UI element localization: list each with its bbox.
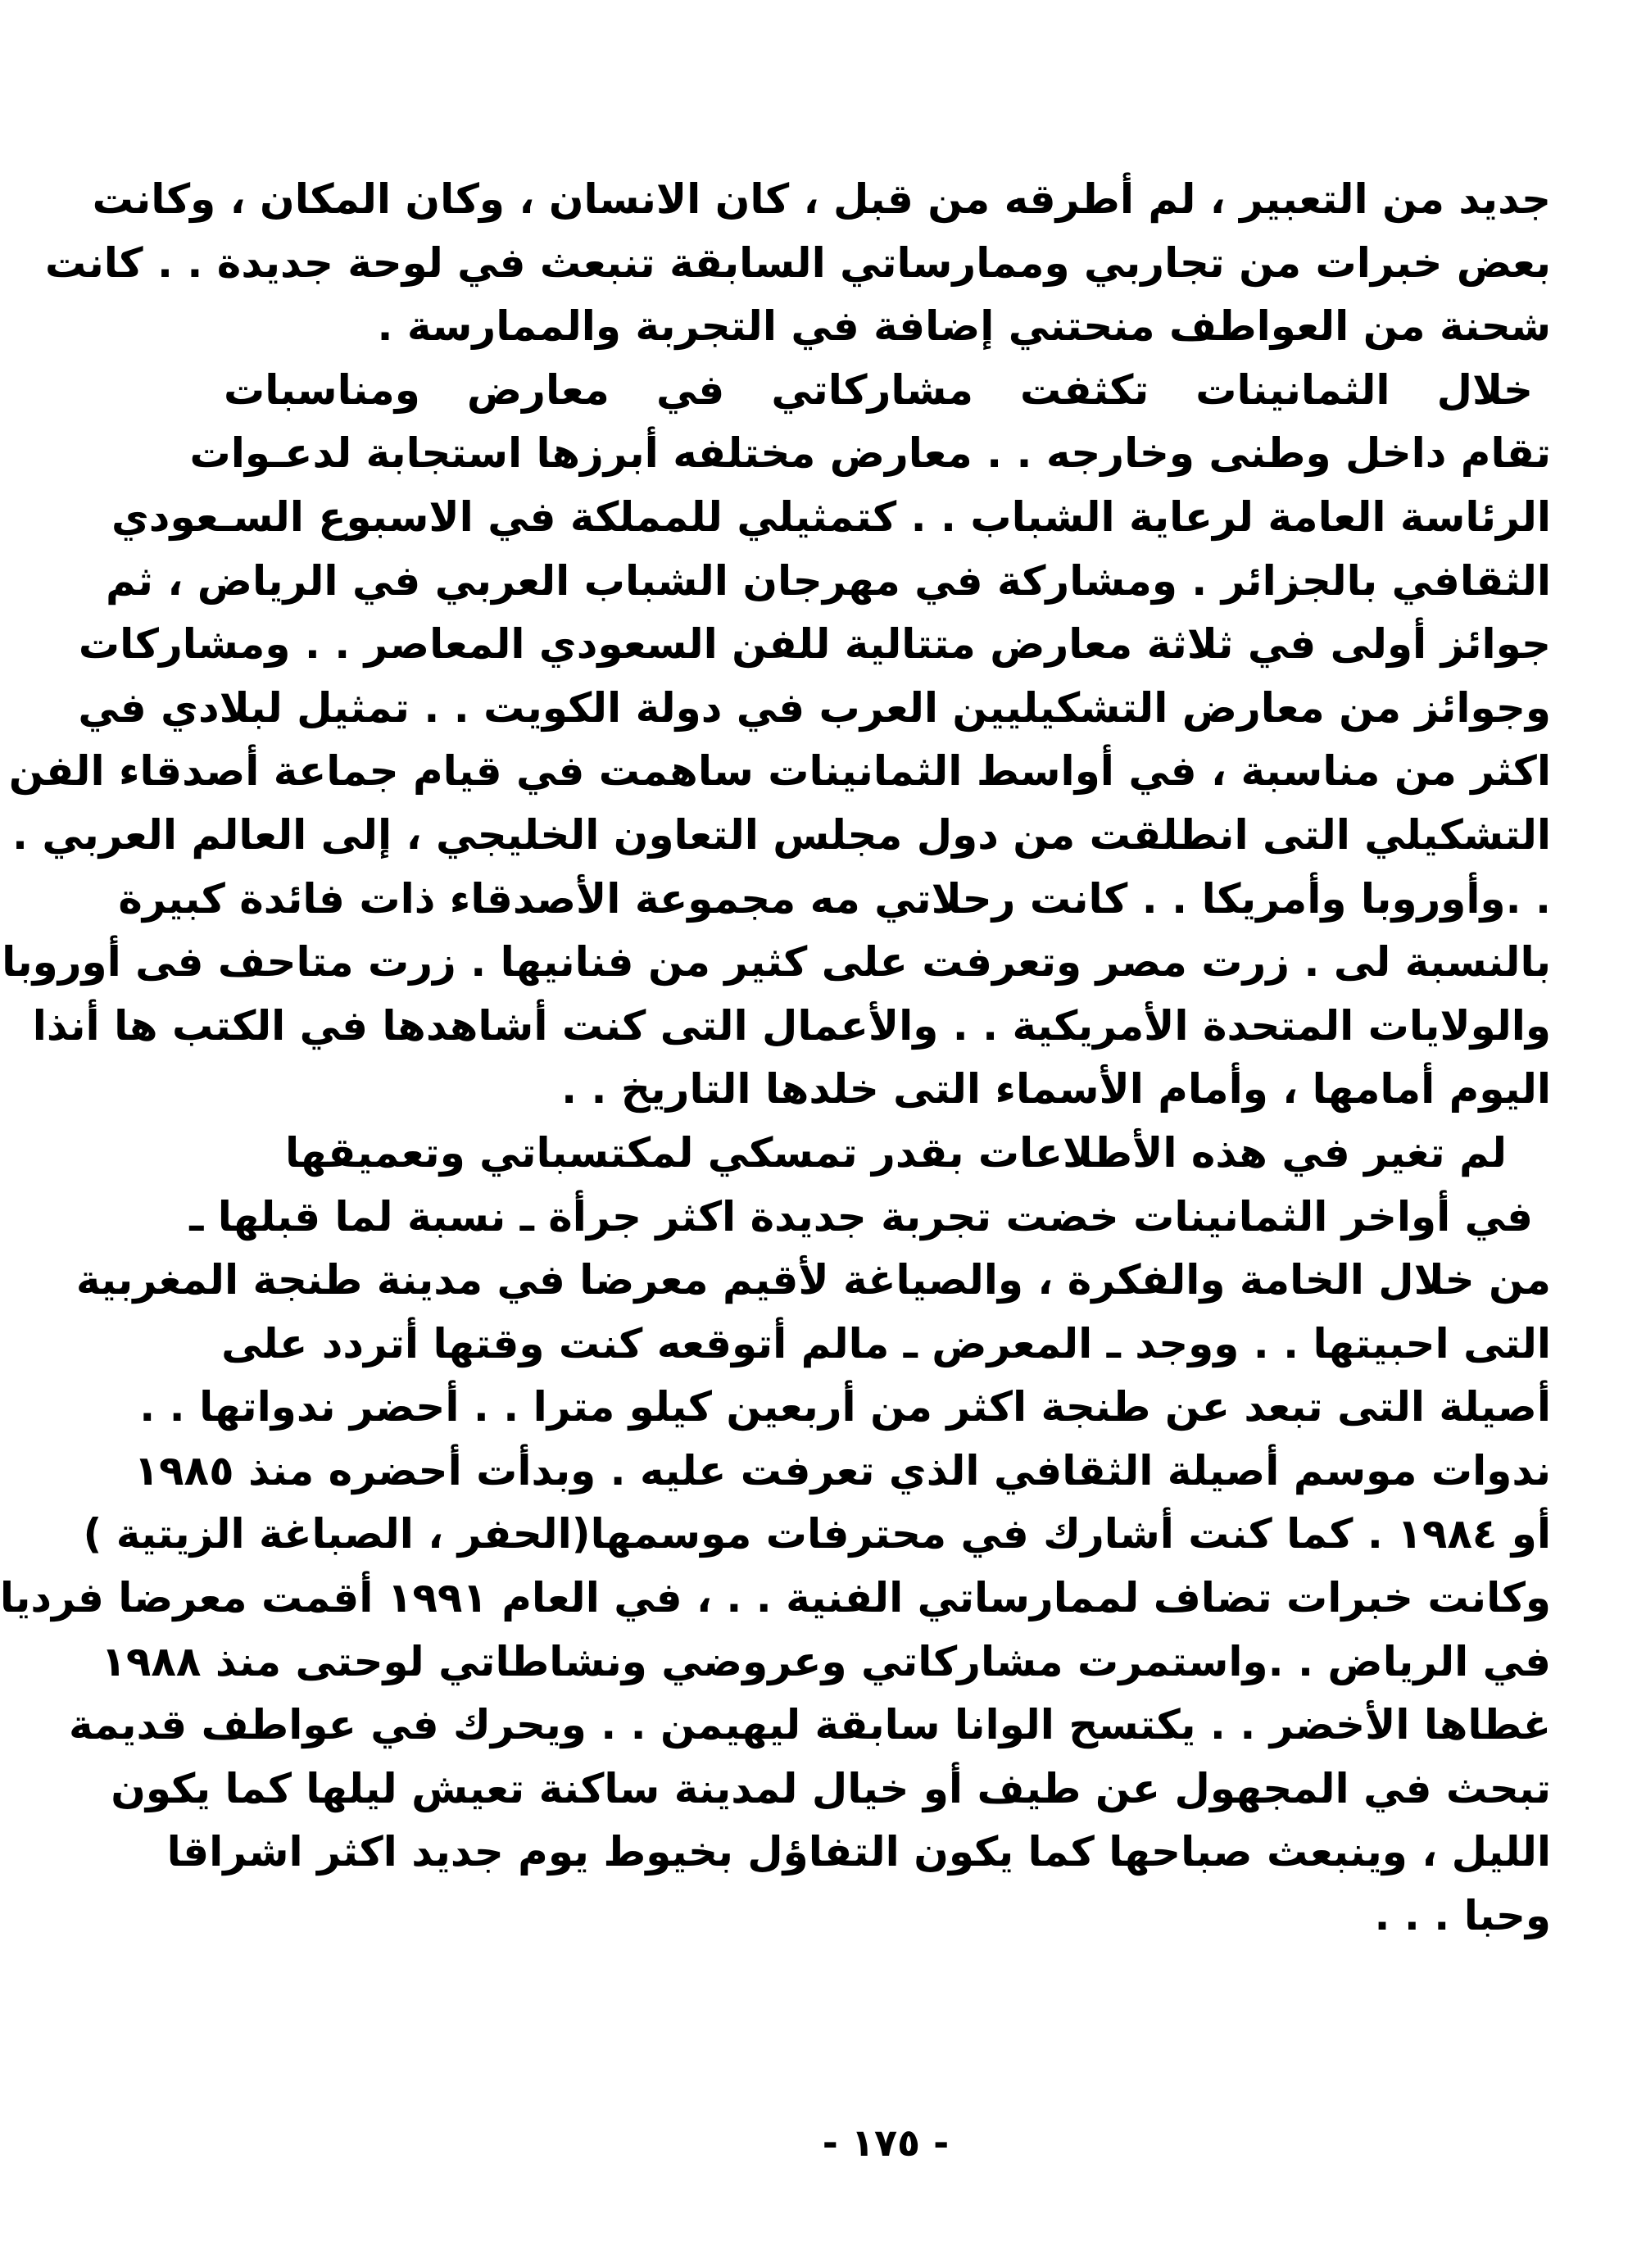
page-number: - ١٧٥ - <box>822 2121 950 2165</box>
text-line: ندوات موسم أصيلة الثقافي الذي تعرفت عليه . وبدأت أحضره منذ ١٩٨٥ <box>134 1446 1551 1495</box>
text-line: . .وأوروبا وأمريكا . . كانت رحلاتي مه مجموعة الأصدقاء ذات فائدة كبيرة <box>118 874 1551 923</box>
text-line: لم تغير في هذه الأطلاعات بقدر تمسكي لمكتسباتي وتعميقها <box>285 1128 1507 1177</box>
text-line: جوائز أولى في ثلاثة معارض متتالية للفن السعودي المعاصر . . ومشاركات <box>78 620 1551 669</box>
text-line: التى احبيتها . . ووجد ـ المعرض ـ مالم أتوقعه كنت وقتها أتردد على <box>221 1319 1551 1368</box>
text-line: من خلال الخامة والفكرة ، والصياغة لأقيم معرضا في مدينة طنجة المغربية <box>75 1256 1551 1304</box>
text-line: اليوم أمامها ، وأمام الأسماء التى خلدها التاريخ . . <box>561 1065 1551 1114</box>
text-line: بعض خبرات من تجاربي وممارساتي السابقة تنبعث في لوحة جديدة . . كانت <box>45 238 1551 287</box>
text-line: وكانت خبرات تضاف لممارساتي الفنية . . ، في العام ١٩٩١ أقمت معرضا فرديا <box>0 1574 1551 1622</box>
text-line: والولايات المتحدة الأمريكية . . والأعمال التى كنت أشاهدها في الكتب ها أنذا <box>32 1001 1551 1050</box>
text-line: أو ١٩٨٤ . كما كنت أشارك في محترفات موسمها(الحفر ، الصباغة الزيتية ) <box>83 1510 1551 1558</box>
text-line: الثقافي بالجزائر . ومشاركة في مهرجان الشباب العربي في الرياض ، ثم <box>105 556 1551 605</box>
text-line: اكثر من مناسبة ، في أواسط الثمانينات ساهمت في قيام جماعة أصدقاء الفن <box>8 747 1551 796</box>
text-line: الليل ، وينبعث صباحها كما يكون التفاؤل بخيوط يوم جديد اكثر اشراقا <box>166 1828 1551 1876</box>
text-line: غطاها الأخضر . . يكتسح الوانا سابقة ليهيمن . . ويحرك في عواطف قديمة <box>68 1701 1551 1749</box>
text-line: الرئاسة العامة لرعاية الشباب . . كتمثيلي للمملكة في الاسبوع السـعودي <box>111 492 1551 541</box>
text-line: في أواخر الثمانينات خضت تجربة جديدة اكثر جرأة ـ نسبة لما قبلها ـ <box>189 1192 1533 1241</box>
text-line: تبحث في المجهول عن طيف أو خيال لمدينة ساكنة تعيش ليلها كما يكون <box>111 1764 1551 1812</box>
text-line: جديد من التعبير ، لم أطرقه من قبل ، كان الانسان ، وكان المكان ، وكانت <box>92 175 1551 223</box>
text-line: خلال الثمانينات تكثفت مشاركاتي في معارض ومناسبات <box>224 365 1533 414</box>
body-text <box>0 168 1551 1948</box>
text-line: أصيلة التى تبعد عن طنجة اكثر من أربعين كيلو مترا . . أحضر ندواتها . . <box>139 1383 1551 1431</box>
text-line: شحنة من العواطف منحتني إضافة في التجربة والممارسة . <box>377 302 1551 351</box>
text-line: وجوائز من معارض التشكيليين العرب في دولة الكويت . . تمثيل لبلادي في <box>78 683 1551 732</box>
text-line: وحبا . . . <box>1374 1892 1551 1940</box>
text-line: تقام داخل وطنى وخارجه . . معارض مختلفه أبرزها استجابة لدعـوات <box>189 429 1551 478</box>
text-line: في الرياض . .واستمرت مشاركاتي وعروضي ونشاطاتي لوحتى منذ ١٩٨٨ <box>101 1637 1551 1685</box>
text-line: بالنسبة لى . زرت مصر وتعرفت على كثير من فنانيها . زرت متاحف فى أوروبا <box>2 938 1551 987</box>
text-line: التشكيلي التى انطلقت من دول مجلس التعاون الخليجي ، إلى العالم العربي . <box>11 810 1551 859</box>
